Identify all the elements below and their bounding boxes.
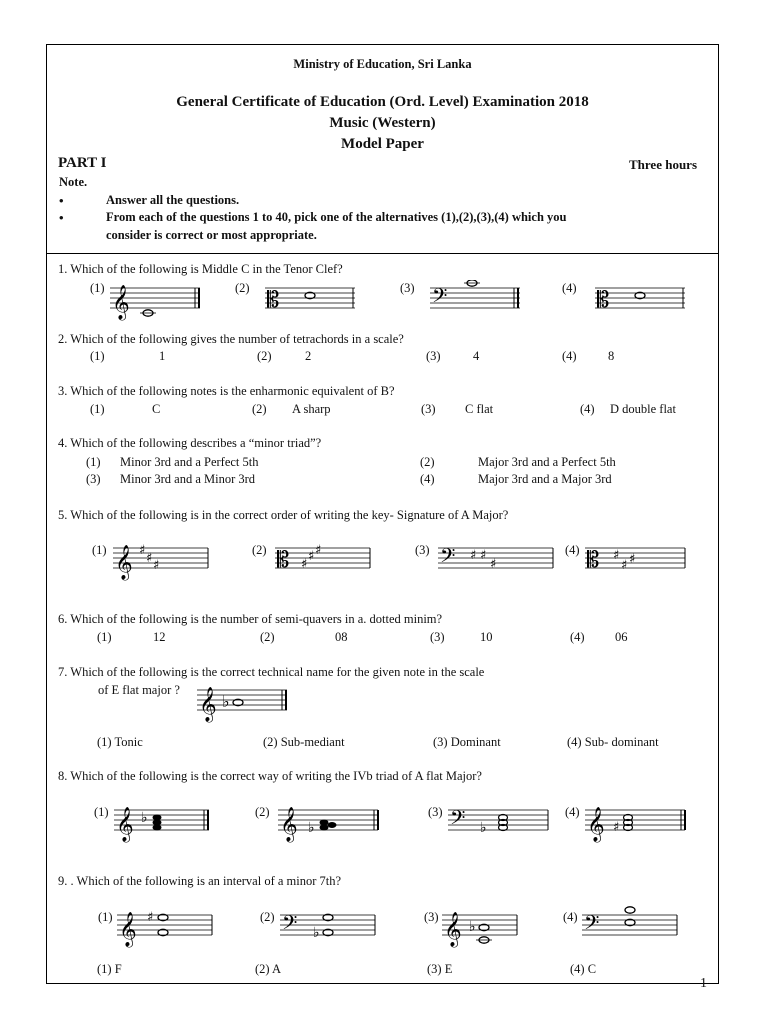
q3-option-1-value: C — [152, 402, 161, 416]
q7-option-2: (2) Sub-mediant — [263, 735, 345, 749]
q8-option-3-label: (3) — [428, 805, 443, 819]
treble-clef-icon: 𝄞 — [112, 285, 130, 320]
exam-title: General Certificate of Education (Ord. Level) Examination 2018 — [176, 94, 589, 110]
q4-option-2-value: Major 3rd and a Perfect 5th — [478, 455, 616, 469]
q6-option-3-label: (3) — [430, 630, 445, 644]
c-clef-icon: 𝄡 — [267, 288, 280, 313]
sharp-icon: ♯ — [629, 552, 636, 567]
q9-option-2-label: (2) — [260, 910, 275, 924]
bass-clef-icon: 𝄢 — [282, 911, 298, 939]
q5-option-3-label: (3) — [415, 543, 430, 557]
q2-option-3-value: 4 — [473, 349, 480, 363]
sharp-icon: ♯ — [490, 557, 497, 572]
q4-option-1-label: (1) — [86, 455, 101, 469]
q7-option-1: (1) Tonic — [97, 735, 143, 749]
q9-answer-4: (4) C — [570, 962, 597, 976]
sharp-icon: ♯ — [613, 548, 620, 563]
q5-option-1-label: (1) — [92, 543, 107, 557]
treble-clef-icon: 𝄞 — [587, 807, 605, 842]
q7-given-note-staff — [197, 680, 292, 728]
flat-icon: ♭ — [222, 692, 230, 711]
treble-clef-icon: 𝄞 — [115, 545, 133, 580]
duration: Three hours — [629, 157, 698, 172]
q1-option-3-staff — [430, 280, 525, 328]
q3-option-4-label: (4) — [580, 402, 595, 416]
q4-option-3-value: Minor 3rd and a Minor 3rd — [120, 472, 256, 486]
question-7-text-line-2: of E flat major ? — [98, 683, 180, 697]
sharp-icon: ♯ — [153, 558, 160, 573]
question-5-text: 5. Which of the following is in the correct order of writing the key- Signature of A Major? — [58, 508, 509, 522]
q1-option-4-staff — [595, 280, 690, 328]
q2-option-1-label: (1) — [90, 349, 105, 363]
q1-option-1-staff — [110, 280, 205, 328]
q6-option-4-value: 06 — [615, 630, 628, 644]
question-8-text: 8. Which of the following is the correct way of writing the IVb triad of A flat Major? — [58, 769, 482, 783]
note-1: Answer all the questions. — [106, 193, 240, 207]
sharp-icon: ♯ — [308, 549, 315, 564]
treble-clef-icon: 𝄞 — [280, 807, 298, 842]
q8-option-2-staff — [278, 800, 383, 848]
bass-clef-icon: 𝄢 — [432, 284, 448, 312]
flat-icon: ♭ — [308, 820, 315, 836]
q4-option-3-label: (3) — [86, 472, 101, 486]
q2-option-2-label: (2) — [257, 349, 272, 363]
q7-option-4: (4) Sub- dominant — [567, 735, 659, 749]
treble-clef-icon: 𝄞 — [444, 912, 462, 947]
q9-option-2-staff — [280, 905, 380, 953]
q8-option-4-staff — [585, 800, 690, 848]
q9-option-3-label: (3) — [424, 910, 439, 924]
question-4-text: 4. Which of the following describes a “minor triad”? — [58, 436, 322, 450]
q5-option-2-label: (2) — [252, 543, 267, 557]
treble-clef-icon: 𝄞 — [119, 912, 137, 947]
question-3-text: 3. Which of the following notes is the enharmonic equivalent of B? — [58, 384, 395, 398]
q3-option-3-label: (3) — [421, 402, 436, 416]
q9-option-4-label: (4) — [563, 910, 578, 924]
question-6-text: 6. Which of the following is the number of semi-quavers in a. dotted minim? — [58, 612, 443, 626]
flat-icon: ♭ — [469, 919, 476, 935]
q6-option-3-value: 10 — [480, 630, 493, 644]
q9-option-4-staff — [582, 905, 682, 953]
q4-option-1-value: Minor 3rd and a Perfect 5th — [120, 455, 259, 469]
q9-option-3-staff — [442, 905, 522, 953]
q8-option-1-label: (1) — [94, 805, 109, 819]
q2-option-1-value: 1 — [159, 349, 166, 363]
q1-option-4-label: (4) — [562, 281, 577, 295]
treble-clef-icon: 𝄞 — [199, 687, 217, 722]
q3-option-2-value: A sharp — [292, 402, 331, 416]
q5-option-3-staff — [438, 538, 558, 586]
paper-header — [47, 45, 718, 254]
bass-clef-icon: 𝄢 — [584, 911, 600, 939]
q8-option-4-label: (4) — [565, 805, 580, 819]
q8-option-3-staff — [448, 800, 553, 848]
sharp-icon: ♯ — [470, 548, 477, 563]
bass-clef-icon: 𝄢 — [440, 544, 456, 572]
sharp-icon: ♯ — [147, 910, 154, 925]
page-number: 1 — [700, 976, 707, 991]
q8-option-1-staff — [114, 800, 214, 848]
q6-option-4-label: (4) — [570, 630, 585, 644]
bullet-2: • — [59, 210, 64, 225]
sharp-icon: ♯ — [301, 557, 308, 572]
q1-option-3-label: (3) — [400, 281, 415, 295]
q6-option-2-label: (2) — [260, 630, 275, 644]
question-1-text: 1. Which of the following is Middle C in the Tenor Clef? — [58, 262, 343, 276]
q3-option-3-value: C flat — [465, 402, 494, 416]
note-2-line-1: From each of the questions 1 to 40, pick one of the alternatives (1),(2),(3),(4) which you — [106, 210, 567, 224]
q8-option-2-label: (2) — [255, 805, 270, 819]
question-9-text: 9. . Which of the following is an interval of a minor 7th? — [58, 874, 342, 888]
paper-type: Model Paper — [341, 136, 424, 152]
c-clef-icon: 𝄡 — [597, 288, 610, 313]
q5-option-4-label: (4) — [565, 543, 580, 557]
sharp-icon: ♯ — [146, 551, 153, 566]
q4-option-4-label: (4) — [420, 472, 435, 486]
q5-option-1-staff — [113, 538, 213, 586]
question-2-text: 2. Which of the following gives the number of tetrachords in a scale? — [58, 332, 404, 346]
question-7-text: 7. Which of the following is the correct technical name for the given note in the scale — [58, 665, 485, 679]
note-2-line-2: consider is correct or most appropriate. — [106, 228, 317, 242]
q9-answer-3: (3) E — [427, 962, 453, 976]
note-label: Note. — [59, 175, 88, 189]
flat-icon: ♭ — [480, 820, 487, 836]
q5-option-2-staff — [275, 538, 375, 586]
q2-option-2-value: 2 — [305, 349, 312, 363]
sharp-icon: ♯ — [480, 548, 487, 563]
q2-option-3-label: (3) — [426, 349, 441, 363]
bass-clef-icon: 𝄢 — [450, 806, 466, 834]
c-clef-icon: 𝄡 — [587, 548, 600, 573]
q9-answer-2: (2) A — [255, 962, 282, 976]
q9-answer-1: (1) F — [97, 962, 122, 976]
q1-option-2-staff — [265, 280, 360, 328]
subject-title: Music (Western) — [329, 115, 436, 131]
q6-option-1-value: 12 — [153, 630, 166, 644]
q3-option-2-label: (2) — [252, 402, 267, 416]
q9-option-1-staff — [117, 905, 217, 953]
q1-option-1-label: (1) — [90, 281, 105, 295]
sharp-icon: ♯ — [139, 543, 146, 558]
q2-option-4-label: (4) — [562, 349, 577, 363]
c-clef-icon: 𝄡 — [277, 548, 290, 573]
q6-option-2-value: 08 — [335, 630, 348, 644]
q7-option-3: (3) Dominant — [433, 735, 501, 749]
q3-option-1-label: (1) — [90, 402, 105, 416]
part-label: PART I — [58, 155, 107, 171]
q4-option-4-value: Major 3rd and a Major 3rd — [478, 472, 612, 486]
sharp-icon: ♯ — [613, 820, 620, 835]
ministry-line: Ministry of Education, Sri Lanka — [293, 57, 472, 71]
flat-icon: ♭ — [141, 810, 148, 826]
q6-option-1-label: (1) — [97, 630, 112, 644]
q2-option-4-value: 8 — [608, 349, 615, 363]
q4-option-2-label: (2) — [420, 455, 435, 469]
treble-clef-icon: 𝄞 — [116, 807, 134, 842]
q3-option-4-value: D double flat — [610, 402, 676, 416]
q9-option-1-label: (1) — [98, 910, 113, 924]
flat-icon: ♭ — [313, 925, 320, 941]
bullet-1: • — [59, 193, 64, 208]
q1-option-2-label: (2) — [235, 281, 250, 295]
q5-option-4-staff — [585, 538, 690, 586]
sharp-icon: ♯ — [621, 558, 628, 573]
sharp-icon: ♯ — [315, 543, 322, 558]
